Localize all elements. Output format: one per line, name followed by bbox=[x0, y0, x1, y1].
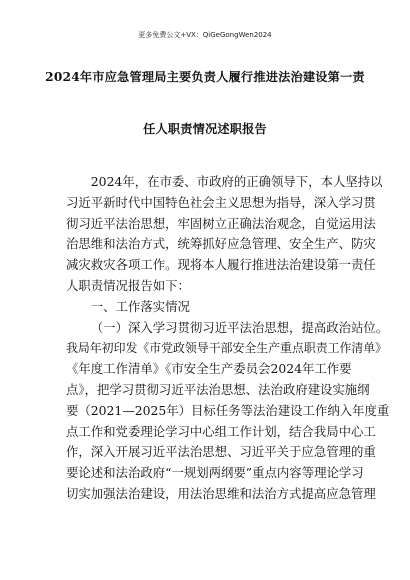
header-note: 更多免费公文+VX：QiGeGongWen2024 bbox=[138, 31, 272, 39]
text-line: 要（2021—2025年）目标任务等法治建设工作纳入年度重 bbox=[66, 402, 390, 418]
section-heading bbox=[66, 297, 348, 318]
document-body bbox=[66, 172, 390, 505]
text-line: 习近平新时代中国特色社会主义思想为指导，深入学习贯 bbox=[66, 194, 376, 210]
text-line: 《年度工作清单》《市安全生产委员会2024年工作要 bbox=[66, 361, 352, 377]
text-line: 点》，把学习贯彻习近平法治思想、法治政府建设实施纲 bbox=[66, 381, 370, 397]
document-title-line-2: 任人职责情况述职报告 bbox=[143, 122, 267, 136]
text-line: 作，深入开展习近平法治思想、习近平关于应急管理的重 bbox=[66, 444, 376, 460]
text-line: 要论述和法治政府“一规划两纲要”重点内容等理论学习 bbox=[66, 465, 364, 481]
document-title-line-1: 2024年市应急管理局主要负责人履行推进法治建设第一责 bbox=[45, 70, 365, 84]
text-line: 点工作和党委理论学习中心组工作计划，结合我局中心工 bbox=[66, 423, 376, 439]
text-line: 治思维和法治方式，统筹抓好应急管理、安全生产、防灾 bbox=[66, 236, 376, 252]
text-line: 人职责情况报告如下： bbox=[66, 277, 190, 293]
section-paragraph bbox=[66, 318, 390, 505]
section-heading-text: 一、工作落实情况 bbox=[90, 298, 190, 314]
text-line: （一）深入学习贯彻习近平法治思想，提高政治站位。 bbox=[90, 319, 389, 335]
intro-paragraph bbox=[66, 172, 383, 297]
text-line: 我局年初印发《市党政领导干部安全生产重点职责工作清单》 bbox=[66, 341, 388, 356]
text-line: 2024年，在市委、市政府的正确领导下，本人坚持以 bbox=[90, 174, 383, 189]
text-line: 彻习近平法治思想，牢固树立正确法治观念，自觉运用法 bbox=[66, 215, 376, 231]
text-line: 切实加强法治建设，用法治思维和法治方式提高应急管理 bbox=[66, 485, 376, 501]
text-line: 减灾救灾各项工作。现将本人履行推进法治建设第一责任 bbox=[66, 257, 376, 273]
